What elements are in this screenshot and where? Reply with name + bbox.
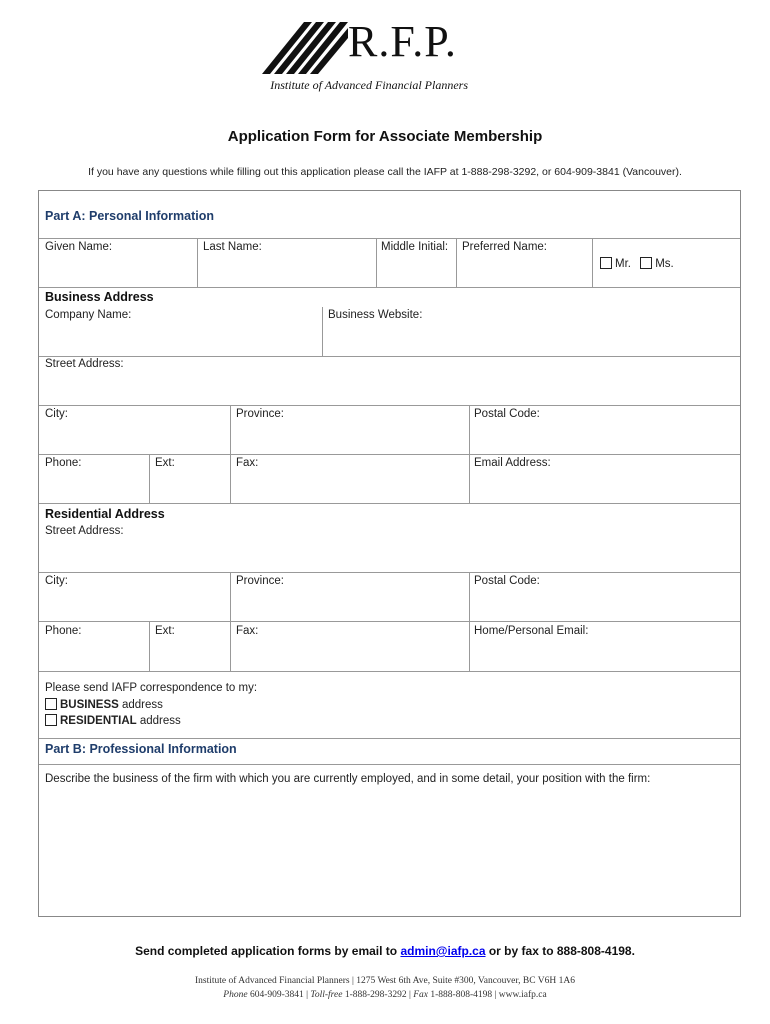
intro-text: If you have any questions while filling out this application please call the IAFP at 1-888-298-3292, or 604-909-3841 (Vancouver). xyxy=(88,166,682,178)
mr-checkbox[interactable] xyxy=(600,257,612,269)
divider xyxy=(39,454,740,455)
divider xyxy=(39,621,740,622)
divider xyxy=(39,671,740,672)
divider xyxy=(39,287,740,288)
footer-tollfree-label: Toll-free xyxy=(310,990,343,1000)
footer-tollfree: 1-888-298-3292 | xyxy=(342,990,414,1000)
business-street-field[interactable]: Street Address: xyxy=(45,358,124,370)
footer-contacts xyxy=(0,990,770,1000)
business-option xyxy=(45,698,163,711)
stripes-logo-icon xyxy=(258,18,348,76)
admin-email-link[interactable]: admin@iafp.ca xyxy=(400,944,486,958)
residential-option xyxy=(45,714,181,727)
middle-initial-field[interactable]: Middle Initial: xyxy=(381,241,449,253)
footer-phone: 604-909-3841 | xyxy=(247,990,311,1000)
residential-phone-field[interactable]: Phone: xyxy=(45,625,82,637)
divider xyxy=(39,572,740,573)
divider xyxy=(39,503,740,504)
logo-tagline: Institute of Advanced Financial Planners xyxy=(270,78,468,92)
personal-email-field[interactable]: Home/Personal Email: xyxy=(474,625,589,637)
business-phone-field[interactable]: Phone: xyxy=(45,457,82,469)
ms-checkbox[interactable] xyxy=(640,257,652,269)
residential-option-suffix: address xyxy=(136,715,181,727)
footer-fax-label: Fax xyxy=(413,990,429,1000)
divider xyxy=(39,738,740,739)
business-province-field[interactable]: Province: xyxy=(236,408,284,420)
business-option-label: BUSINESS xyxy=(60,699,119,711)
business-option-suffix: address xyxy=(118,699,163,711)
part-a-heading: Part A: Personal Information xyxy=(45,209,215,223)
residential-street-field[interactable]: Street Address: xyxy=(45,525,124,537)
residential-province-field[interactable]: Province: xyxy=(236,575,284,587)
application-form xyxy=(38,190,741,917)
divider xyxy=(39,764,740,765)
divider xyxy=(39,238,740,239)
residential-fax-field[interactable]: Fax: xyxy=(236,625,259,637)
business-email-field[interactable]: Email Address: xyxy=(474,457,551,469)
footer-address: Institute of Advanced Financial Planners | 1275 West 6th Ave, Suite #300, Vancouver, BC V6H 1A6 xyxy=(194,976,575,986)
business-description-field[interactable]: Describe the business of the firm with which you are currently employed, and in some detail, your position with the firm: xyxy=(45,773,651,785)
preferred-name-field[interactable]: Preferred Name: xyxy=(462,241,548,253)
send-instructions xyxy=(0,944,770,958)
company-name-field[interactable]: Company Name: xyxy=(45,309,132,321)
correspondence-prompt: Please send IAFP correspondence to my: xyxy=(45,682,258,694)
business-checkbox[interactable] xyxy=(45,698,57,710)
residential-address-heading: Residential Address xyxy=(45,507,165,521)
business-ext-field[interactable]: Ext: xyxy=(155,457,175,469)
salutation-options xyxy=(600,257,674,270)
business-website-field[interactable]: Business Website: xyxy=(328,309,423,321)
send-prefix: Send completed application forms by email to xyxy=(135,944,401,958)
footer-fax: 1-888-808-4198 | www.iafp.ca xyxy=(428,990,547,1000)
send-suffix: or by fax to 888-808-4198. xyxy=(485,944,635,958)
logo-letters: R.F.P. xyxy=(348,17,457,66)
given-name-field[interactable]: Given Name: xyxy=(45,241,113,253)
residential-ext-field[interactable]: Ext: xyxy=(155,625,175,637)
divider xyxy=(39,356,740,357)
business-address-heading: Business Address xyxy=(45,290,154,304)
part-b-heading: Part B: Professional Information xyxy=(45,742,237,756)
business-city-field[interactable]: City: xyxy=(45,408,68,420)
residential-city-field[interactable]: City: xyxy=(45,575,68,587)
divider xyxy=(39,405,740,406)
residential-postal-field[interactable]: Postal Code: xyxy=(474,575,540,587)
last-name-field[interactable]: Last Name: xyxy=(203,241,262,253)
business-postal-field[interactable]: Postal Code: xyxy=(474,408,540,420)
footer-phone-label: Phone xyxy=(223,990,248,1000)
residential-checkbox[interactable] xyxy=(45,714,57,726)
page-title: Application Form for Associate Membership xyxy=(227,128,543,145)
business-fax-field[interactable]: Fax: xyxy=(236,457,259,469)
ms-label: Ms. xyxy=(655,258,674,270)
rfp-logo xyxy=(258,18,488,96)
residential-option-label: RESIDENTIAL xyxy=(60,715,137,727)
mr-label: Mr. xyxy=(615,258,631,270)
